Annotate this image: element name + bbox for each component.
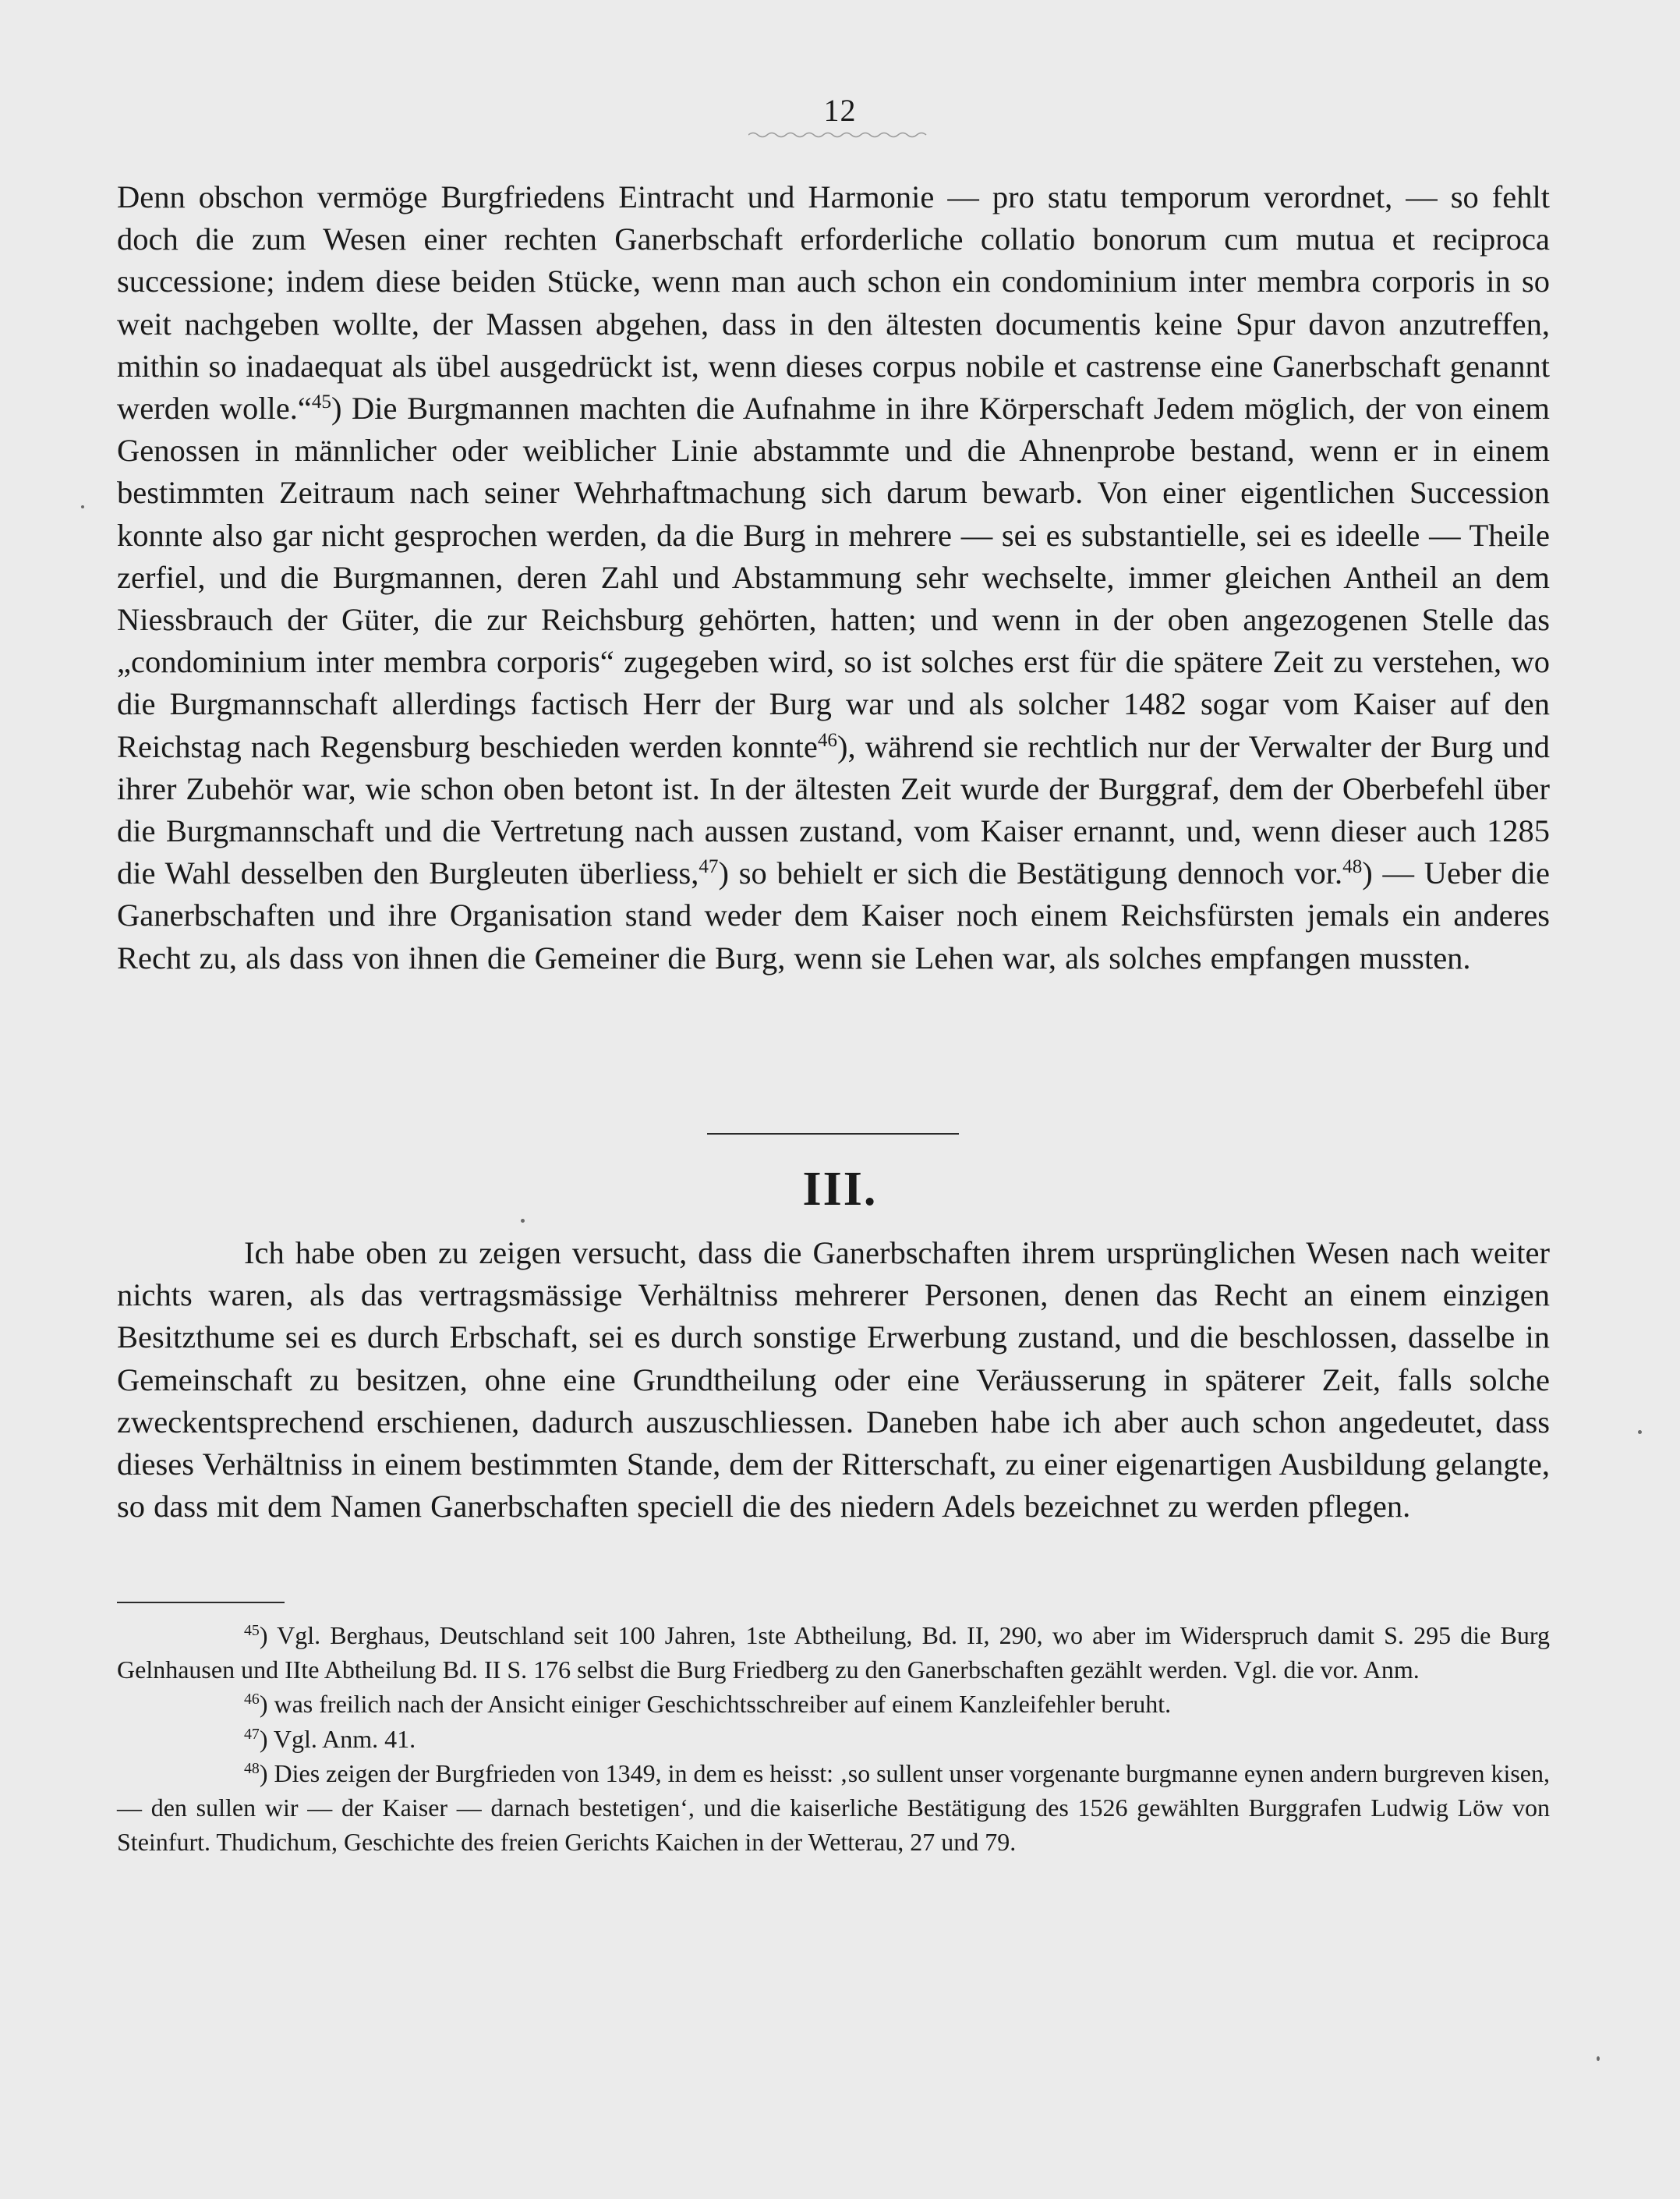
paragraph-text: ), während sie rechtlich nur der Verwalter der Burg und ihrer Zubehör war, wie schon oben betont ist. In der ältesten Zeit wurde der Burggraf, dem der Oberbefehl über die Burgmannschaft und die Vertretung nach aussen zustand, vom Kaiser ernannt, und, wenn dieser auch 1285 die Wahl desselben den Burgleuten überliess, <box>117 728 1550 891</box>
section-divider <box>707 1133 959 1135</box>
body-paragraph: Ich habe oben zu zeigen versucht, dass die Ganerbschaften ihrem ursprünglichen Wesen nach weiter nichts waren, als das vertragsmässige Verhältniss mehrerer Personen, denen das Recht an einem einzigen Besitzthume sei es durch Erbschaft, sei es durch sonstige Erwerbung zustand, und die beschlossen, dasselbe in Gemeinschaft zu besitzen, ohne eine Grundtheilung oder eine Veräusserung in späterer Zeit, falls solche zweckentsprechend erschienen, dadurch auszuschliessen. Daneben habe ich aber auch schon angedeutet, dass dieses Verhältniss in einem bestimmten Stande, dem der Ritterschaft, zu einer eigenartigen Ausbildung gelangte, so dass mit dem Namen Ganerbschaften speciell die des niedern Adels bezeichnet zu werden pflegen. <box>117 1235 1550 1524</box>
paragraph-text: Denn obschon vermöge Burgfriedens Eintracht und Harmonie — pro statu temporum verordnet, — so fehlt doch die zum Wesen einer rechten Ganerbschaft erforderliche collatio bonorum cum mutua et reciproca successione; indem diese beiden Stücke, wenn man auch schon ein condominium inter membra corporis in so weit nachgeben wollte, der Massen abgehen, dass in den ältesten documentis keine Spur davon anzutreffen, mithin so inadaequat als übel ausgedrückt ist, wenn dieses corpus nobile et castrense eine Ganerbschaft genannt werden wolle.“ <box>117 179 1550 427</box>
scan-speck <box>81 505 84 508</box>
scan-speck <box>521 1219 525 1223</box>
footnote-text: ) Dies zeigen der Burgfrieden von 1349, in dem es heisst: ‚so sullent unser vorgenante burgmanne eynen andern burgreven kisen, — den sullen wir — der Kaiser — darnach bestetigen‘, und die kaiserliche Bestätigung des 1526 gewählten Burggrafen Ludwig Löw von Steinfurt. Thudichum, Geschichte des freien Gerichts Kaichen in der Wetterau, 27 und 79. <box>117 1758 1550 1857</box>
paragraph-text: ) so behielt er sich die Bestätigung dennoch vor. <box>718 855 1343 891</box>
footnote-46 <box>117 1687 1550 1721</box>
footnote-divider <box>117 1602 285 1603</box>
footnote-text: ) was freilich nach der Ansicht einiger Geschichtsschreiber auf einem Kanzleifehler beruht. <box>259 1690 1172 1719</box>
footnote-number: 46 <box>244 1691 260 1709</box>
footnote-text: ) Vgl. Anm. 41. <box>259 1724 416 1753</box>
section-heading: III. <box>802 1163 878 1216</box>
footnote-ref-48: 48 <box>1342 856 1363 878</box>
footnote-number: 47 <box>244 1725 260 1743</box>
footnote-48 <box>117 1756 1550 1860</box>
footnote-text: ) Vgl. Berghaus, Deutschland seit 100 Jahren, 1ste Abtheilung, Bd. II, 290, wo aber im Widerspruch damit S. 295 die Burg Gelnhausen und IIte Abtheilung Bd. II S. 176 selbst die Burg Friedberg zu den Ganerbschaften gezählt werden. Vgl. die vor. Anm. <box>117 1621 1550 1684</box>
body-paragraph <box>117 176 1550 979</box>
footnote-number: 48 <box>244 1759 260 1777</box>
page-number-ornament <box>748 131 928 139</box>
page-number: 12 <box>823 93 857 128</box>
footnote-ref-45: 45 <box>311 391 331 413</box>
paragraph-text: ) Die Burgmannen machten die Aufnahme in ihre Körperschaft Jedem möglich, der von einem Genossen in männlicher oder weiblicher Linie abstammte und die Ahnenprobe bestand, wenn er in einem bestimmten Zeitraum nach seiner Wehrhaftmachung sich darum bewarb. Von einer eigentlichen Succession konnte also gar nicht gesprochen werden, da die Burg in mehrere — sei es substantielle, sei es ideelle — Theile zerfiel, und die Burgmannen, deren Zahl und Abstammung sehr wechselte, immer gleichen Antheil an dem Niessbrauch der Güter, die zur Reichsburg gehörten, hatten; und wenn in der oben angezogenen Stelle das „condominium inter membra corporis“ zugegeben wird, so ist solches erst für die spätere Zeit zu verstehen, wo die Burgmannschaft allerdings factisch Herr der Burg war und als solcher 1482 sogar vom Kaiser auf den Reichstag nach Regensburg beschieden werden konnte <box>117 391 1551 764</box>
footnotes <box>117 1618 1550 1859</box>
footnote-number: 45 <box>244 1622 260 1640</box>
footnote-ref-46: 46 <box>817 729 837 751</box>
scan-speck <box>1597 2056 1600 2061</box>
scan-speck <box>1638 1430 1642 1434</box>
paragraph-text: ) — Ueber die Ganerbschaften und ihre Organisation stand weder dem Kaiser noch einem Reichsfürsten jemals ein anderes Recht zu, als dass von ihnen die Gemeiner die Burg, wenn sie Lehen war, als solches empfangen mussten. <box>117 855 1551 976</box>
footnote-ref-47: 47 <box>699 856 719 878</box>
footnote-45 <box>117 1618 1550 1687</box>
footnote-47 <box>117 1722 1550 1756</box>
